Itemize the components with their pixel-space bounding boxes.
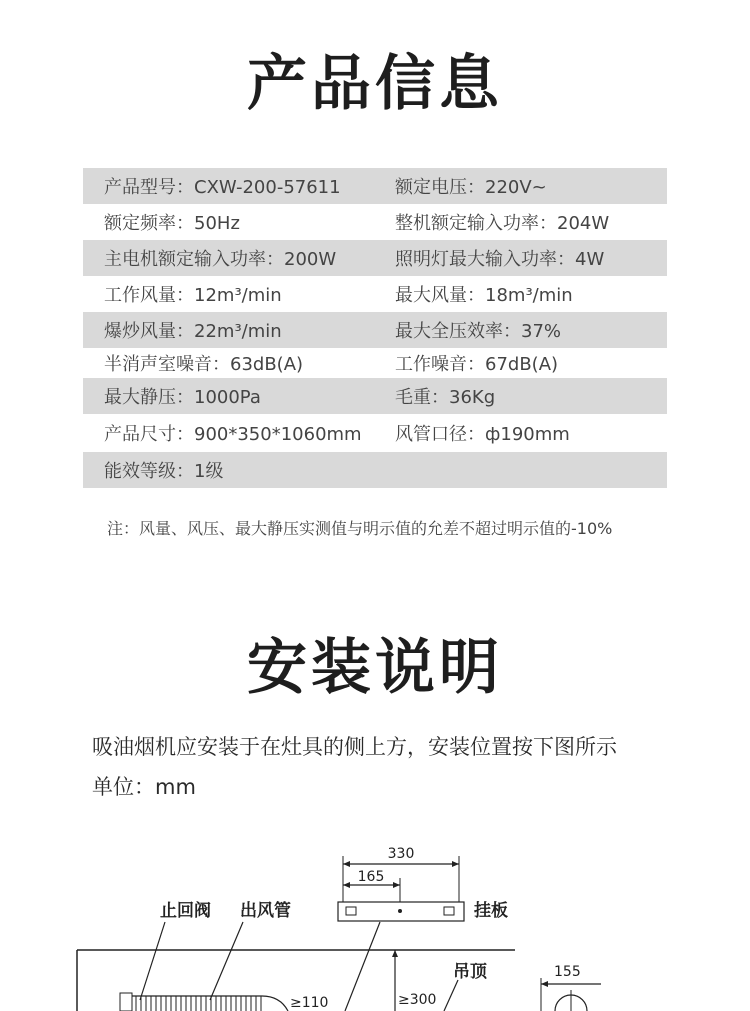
dim-155-label: 155 [554, 964, 581, 980]
arrow-icon [343, 861, 350, 867]
leader-line [140, 922, 165, 1000]
install-instruction: 吸油烟机应安装于在灶具的侧上方，安装位置按下图所示 [92, 735, 617, 759]
spec-table [83, 168, 667, 488]
spec-energy-grade: 能效等级：1级 [104, 461, 224, 482]
spec-boost-airflow: 爆炒风量：22m³/min [104, 321, 282, 342]
check-valve-label: 止回阀 [160, 901, 211, 921]
spec-duct-diameter: 风管口径：ф190mm [395, 424, 570, 445]
spec-row [83, 452, 667, 488]
spec-row [83, 348, 667, 378]
spec-light-power: 照明灯最大输入功率：4W [395, 249, 605, 270]
spec-working-airflow: 工作风量：12m³/min [104, 285, 282, 306]
product-info-title: 产品信息 [247, 49, 503, 119]
spec-row [83, 240, 667, 276]
spec-gross-weight: 毛重：36Kg [395, 387, 496, 408]
duct-hatching [136, 996, 261, 1011]
spec-row [83, 414, 667, 452]
check-valve [120, 993, 132, 1011]
spec-row [83, 312, 667, 348]
installation-diagram [0, 830, 750, 1011]
spec-dimensions: 产品尺寸：900*350*1060mm [104, 424, 362, 445]
arrow-icon [393, 882, 400, 888]
spec-row [83, 276, 667, 312]
arrow-icon [392, 950, 398, 957]
installation-title: 安装说明 [247, 633, 503, 703]
spec-max-efficiency: 最大全压效率：37% [395, 321, 562, 342]
ceiling-label: 吊顶 [453, 962, 487, 982]
spec-motor-power: 主电机额定输入功率：200W [104, 249, 337, 270]
dim-300-label: ≥300 [398, 992, 437, 1008]
spec-row [83, 168, 667, 204]
arrow-icon [452, 861, 459, 867]
spec-model: 产品型号：CXW-200-57611 [104, 177, 341, 198]
leader-line [210, 922, 243, 1000]
unit-label: 单位：mm [92, 775, 196, 799]
spec-total-power: 整机额定输入功率：204W [395, 213, 610, 234]
dim-165-label: 165 [357, 869, 385, 885]
spec-max-static-pressure: 最大静压：1000Pa [104, 387, 261, 408]
screw-icon [398, 909, 402, 913]
spec-rated-voltage: 额定电压：220V~ [395, 177, 547, 198]
hanger-label: 挂板 [474, 901, 508, 921]
spec-working-noise: 工作噪音：67dB(A) [395, 354, 559, 375]
spec-max-airflow: 最大风量：18m³/min [395, 285, 573, 306]
spec-row [83, 204, 667, 240]
leader-line [444, 980, 458, 1011]
duct-label: 出风管 [240, 901, 291, 921]
arrow-icon [343, 882, 350, 888]
duct-outline [132, 996, 288, 1011]
spec-anechoic-noise: 半消声室噪音：63dB(A) [104, 354, 304, 375]
arrow-icon [541, 981, 548, 987]
spec-row [83, 378, 667, 414]
tolerance-note: 注：风量、风压、最大静压实测值与明示值的允差不超过明示值的-10% [107, 519, 613, 538]
dim-110-label: ≥110 [290, 995, 329, 1011]
leader-line [345, 922, 380, 1011]
spec-rated-frequency: 额定频率：50Hz [104, 213, 240, 234]
dim-330-label: 330 [387, 846, 415, 862]
